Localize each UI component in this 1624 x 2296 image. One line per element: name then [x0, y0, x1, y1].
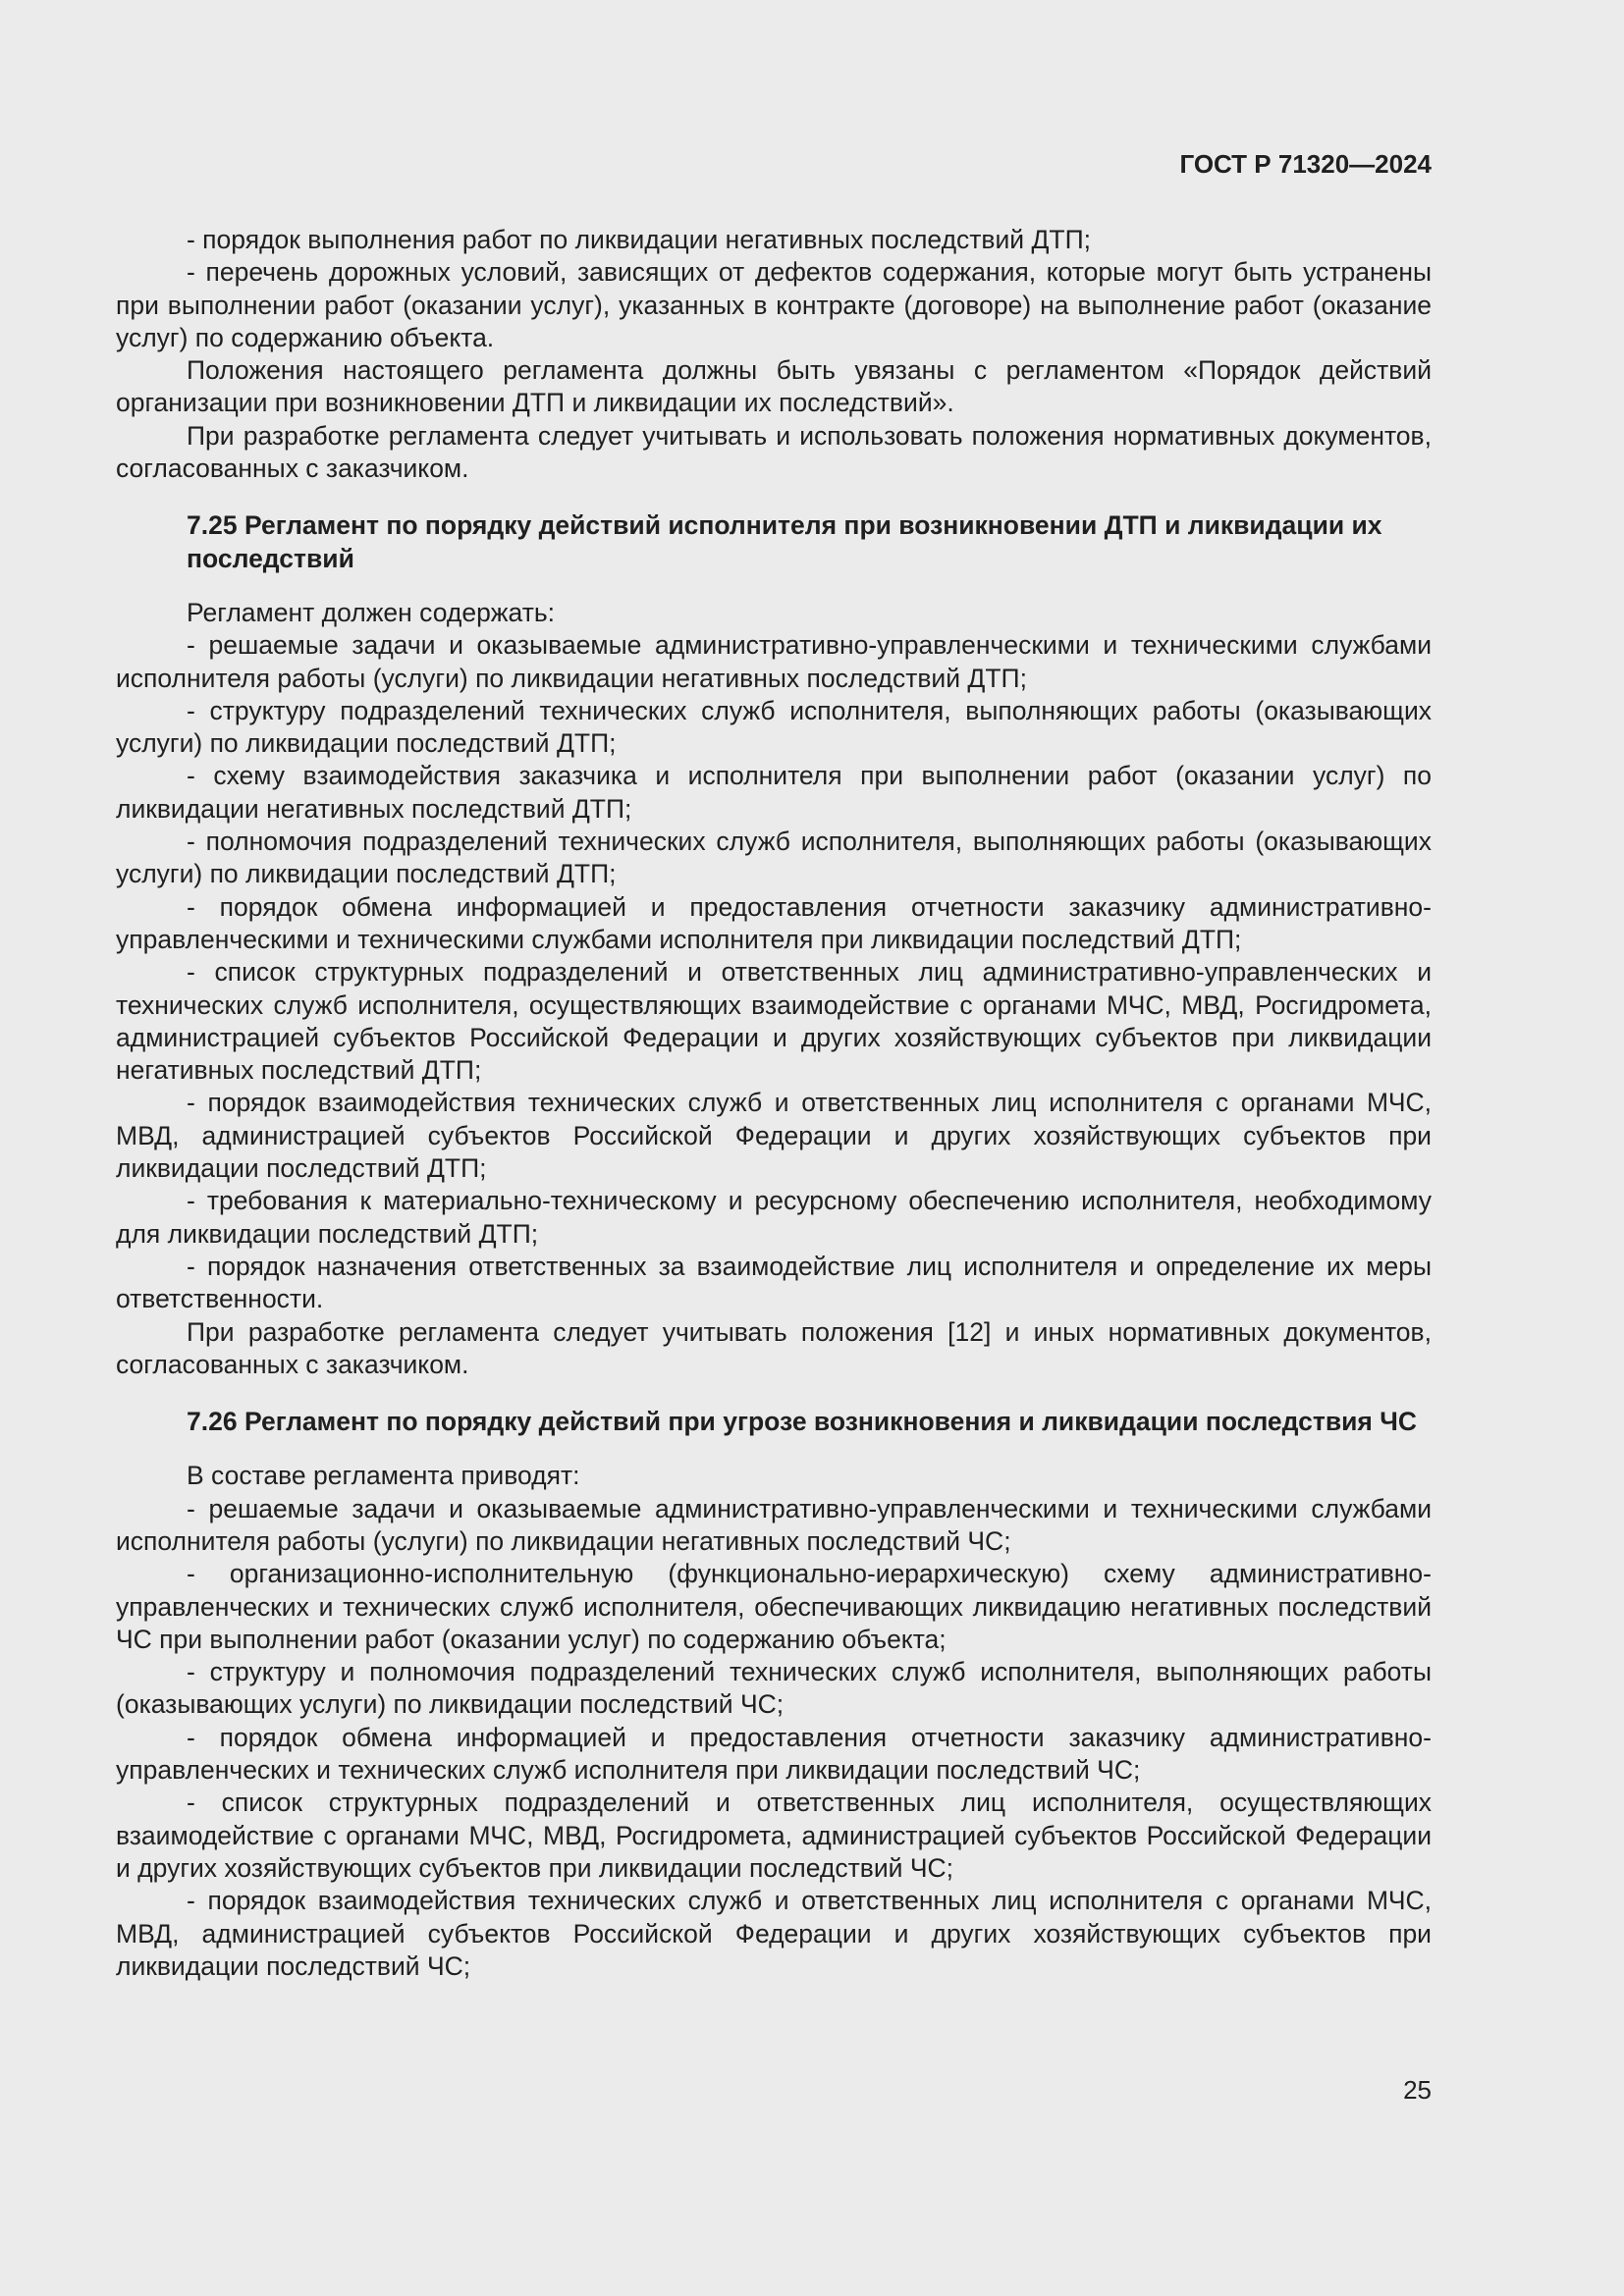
document-body: [116, 224, 1432, 1983]
section-heading-7-26: 7.26 Регламент по порядку действий при угрозе возникновения и ликвидации последствия ЧС: [187, 1407, 1418, 1437]
body-paragraph: В составе регламента приводят:: [187, 1461, 580, 1491]
body-paragraph: При разработке регламента следует учитывать положения [12] и иных нормативных документов, согласованных с заказчиком.: [116, 1316, 1432, 1379]
list-item: - структуру подразделений технических служб исполнителя, выполняющих работы (оказывающих услуги) по ликвидации последствий ДТП;: [116, 695, 1432, 759]
list-item: - организационно-исполнительную (функционально-иерархическую) схему административно-управленческих и технических служб исполнителя, обеспечивающих ликвидацию негативных последствий ЧС при выполнении работ (оказании услуг) по содержанию объекта;: [116, 1559, 1432, 1654]
body-paragraph: - перечень дорожных условий, зависящих от дефектов содержания, которые могут быть устранены при выполнении работ (оказании услуг), указанных в контракте (договоре) на выполнение работ (оказание услуг) по содержанию объекта.: [116, 257, 1432, 352]
document-code-header: ГОСТ Р 71320—2024: [1179, 149, 1432, 179]
list-item: - порядок назначения ответственных за взаимодействие лиц исполнителя и определение их меры ответственности.: [116, 1251, 1432, 1314]
list-item: - порядок обмена информацией и предоставления отчетности заказчику административно-управленческих и технических служб исполнителя при ликвидации последствий ЧС;: [116, 1722, 1432, 1786]
page-number: 25: [1403, 2075, 1432, 2105]
list-item: - структуру и полномочия подразделений технических служб исполнителя, выполняющих работы (оказывающих услуги) по ликвидации последствий ЧС;: [116, 1657, 1432, 1720]
body-paragraph: - порядок выполнения работ по ликвидации негативных последствий ДТП;: [187, 225, 1092, 254]
list-item: - решаемые задачи и оказываемые административно-управленческими и техническими службами исполнителя работы (услуги) по ликвидации негативных последствий ЧС;: [116, 1493, 1432, 1556]
section-heading-7-25: 7.25 Регламент по порядку действий исполнителя при возникновении ДТП и ликвидации их последствий: [187, 510, 1382, 573]
list-item: - порядок взаимодействия технических служб и ответственных лиц исполнителя с органами МЧС, МВД, администрацией субъектов Российской Федерации и других хозяйствующих субъектов при ликвидации последствий ЧС;: [116, 1886, 1432, 1981]
list-item: - список структурных подразделений и ответственных лиц административно-управленческих и технических служб исполнителя, осуществляющих взаимодействие с органами МЧС, МВД, Росгидромета, администрацией субъектов Российской Федерации и других хозяйствующих субъектов при ликвидации негативных последствий ДТП;: [116, 957, 1432, 1086]
body-paragraph: Положения настоящего регламента должны быть увязаны с регламентом «Порядок действий организации при возникновении ДТП и ликвидации их последствий».: [116, 355, 1432, 418]
list-item: - порядок взаимодействия технических служб и ответственных лиц исполнителя с органами МЧС, МВД, администрацией субъектов Российской Федерации и других хозяйствующих субъектов при ликвидации последствий ДТП;: [116, 1088, 1432, 1184]
list-item: - решаемые задачи и оказываемые административно-управленческими и техническими службами исполнителя работы (услуги) по ликвидации негативных последствий ДТП;: [116, 630, 1432, 693]
list-item: - полномочия подразделений технических служб исполнителя, выполняющих работы (оказывающих услуги) по ликвидации последствий ДТП;: [116, 827, 1432, 889]
body-paragraph: При разработке регламента следует учитывать и использовать положения нормативных документов, согласованных с заказчиком.: [116, 420, 1432, 484]
list-item: - требования к материально-техническому и ресурсному обеспечению исполнителя, необходимому для ликвидации последствий ДТП;: [116, 1186, 1432, 1249]
list-item: - схему взаимодействия заказчика и исполнителя при выполнении работ (оказании услуг) по ликвидации негативных последствий ДТП;: [116, 761, 1432, 824]
list-item: - порядок обмена информацией и предоставления отчетности заказчику административно-управленческими и техническими службами исполнителя при ликвидации последствий ДТП;: [116, 891, 1432, 954]
list-item: - список структурных подразделений и ответственных лиц исполнителя, осуществляющих взаимодействие с органами МЧС, МВД, Росгидромета, администрацией субъектов Российской Федерации и других хозяйствующих субъектов при ликвидации последствий ЧС;: [116, 1788, 1432, 1883]
body-paragraph: Регламент должен содержать:: [187, 597, 555, 627]
